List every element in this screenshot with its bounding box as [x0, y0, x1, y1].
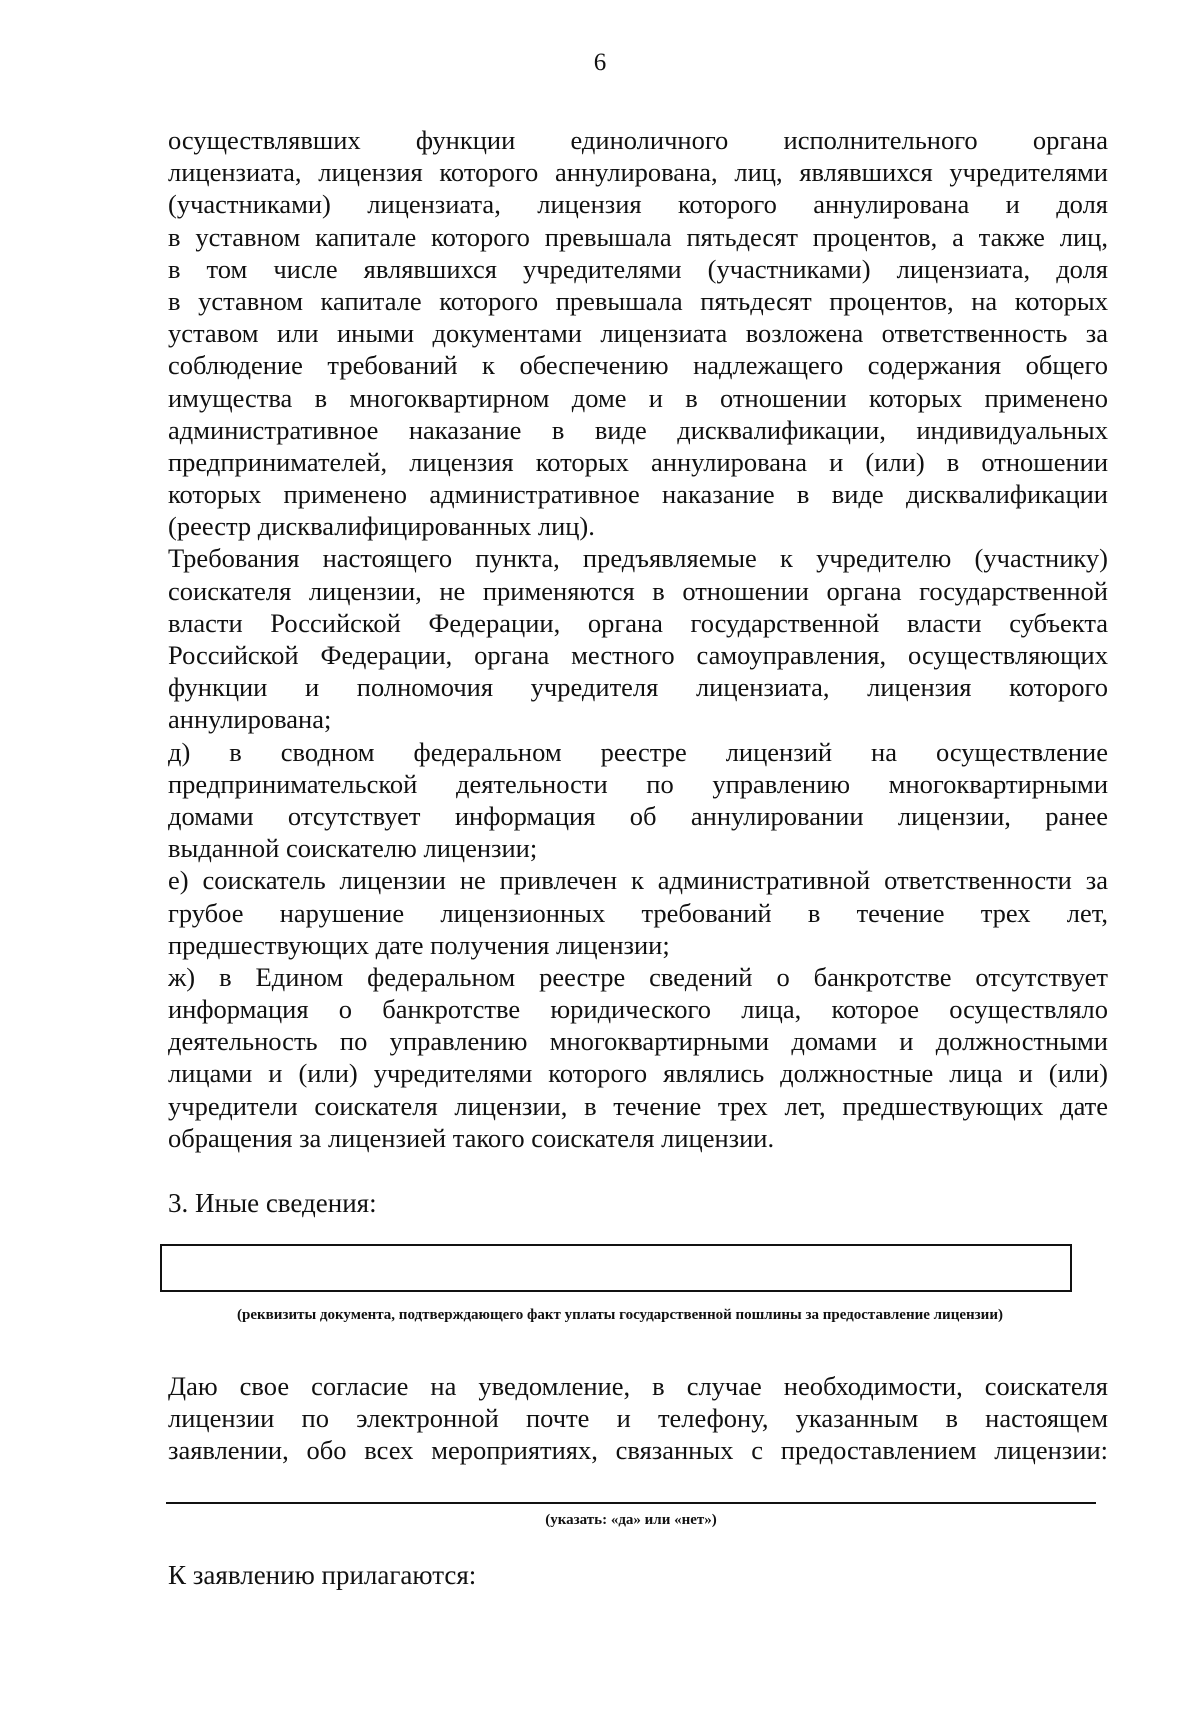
consent-text [168, 1370, 1108, 1467]
body-line: в том числе являвшихся учредителями (участниками) лицензиата, доля [168, 253, 1108, 284]
consent-line: заявлении, обо всех мероприятиях, связанных с предоставлением лицензии: [168, 1435, 1108, 1466]
body-line: административное наказание в виде дисквалификации, индивидуальных [168, 414, 1108, 445]
consent-answer-caption: (указать: «да» или «нет») [545, 1512, 717, 1528]
body-line: д) в сводном федеральном реестре лицензий на осуществление [168, 736, 1108, 767]
body-line: предпринимательской деятельности по управлению многоквартирными [168, 768, 1108, 799]
body-line: власти Российской Федерации, органа государственной власти субъекта [168, 607, 1108, 638]
body-line: деятельность по управлению многоквартирными домами и должностными [168, 1026, 1108, 1057]
body-line: в уставном капитале которого превышала пятьдесят процентов, на которых [168, 285, 1108, 316]
body-line: которых применено административное наказание в виде дисквалификации [168, 479, 1108, 510]
body-line: (участниками) лицензиата, лицензия которого аннулирована и доля [168, 189, 1108, 220]
body-line: осуществлявших функции единоличного исполнительного органа [168, 125, 1108, 155]
body-line: в уставном капитале которого превышала пятьдесят процентов, а также лиц, [168, 221, 1108, 252]
body-line: лицензиата, лицензия которого аннулирована, лиц, являвшихся учредителями [168, 157, 1108, 188]
body-line: аннулирована; [168, 704, 332, 735]
body-line: лицами и (или) учредителями которого являлись должностные лица и (или) [168, 1058, 1108, 1089]
body-line: информация о банкротстве юридического лица, которое осуществляло [168, 994, 1108, 1025]
body-line: ж) в Едином федеральном реестре сведений о банкротстве отсутствует [168, 961, 1108, 992]
attachments-heading: К заявлению прилагаются: [168, 1560, 477, 1590]
body-line: уставом или иными документами лицензиата возложена ответственность за [168, 318, 1108, 349]
body-line: обращения за лицензией такого соискателя лицензии. [168, 1122, 775, 1153]
payment-details-caption: (реквизиты документа, подтверждающего факт уплаты государственной пошлины за предоставление лицензии) [237, 1307, 1003, 1323]
other-info-heading: 3. Иные сведения: [168, 1188, 377, 1218]
body-line: соблюдение требований к обеспечению надлежащего содержания общего [168, 350, 1108, 381]
body-line: домами отсутствует информация об аннулировании лицензии, ранее [168, 800, 1108, 831]
consent-line: лицензии по электронной почте и телефону, указанным в настоящем [168, 1403, 1108, 1434]
body-line: учредители соискателя лицензии, в течение трех лет, предшествующих дате [168, 1090, 1108, 1121]
consent-line: Даю свое согласие на уведомление, в случае необходимости, соискателя [168, 1371, 1108, 1401]
page-number: 6 [593, 49, 607, 76]
body-line: имущества в многоквартирном доме и в отношении которых применено [168, 382, 1108, 413]
body-line: предпринимателей, лицензия которых аннулирована и (или) в отношении [168, 446, 1108, 477]
consent-answer-field[interactable] [166, 1502, 1096, 1504]
body-line: выданной соискателю лицензии; [168, 833, 538, 864]
body-line: Российской Федерации, органа местного самоуправления, осуществляющих [168, 640, 1108, 670]
body-line: предшествующих дате получения лицензии; [168, 929, 670, 960]
body-line: грубое нарушение лицензионных требований в течение трех лет, [168, 897, 1108, 928]
body-line: соискателя лицензии, не применяются в отношении органа государственной [168, 575, 1108, 606]
payment-details-field[interactable] [160, 1244, 1072, 1292]
body-line: Требования настоящего пункта, предъявляемые к учредителю (участнику) [168, 543, 1108, 574]
body-line: е) соискатель лицензии не привлечен к административной ответственности за [168, 865, 1108, 896]
body-line: (реестр дисквалифицированных лиц). [168, 511, 595, 542]
body-text [168, 124, 1108, 1154]
body-line: функции и полномочия учредителя лицензиата, лицензия которого [168, 672, 1108, 703]
